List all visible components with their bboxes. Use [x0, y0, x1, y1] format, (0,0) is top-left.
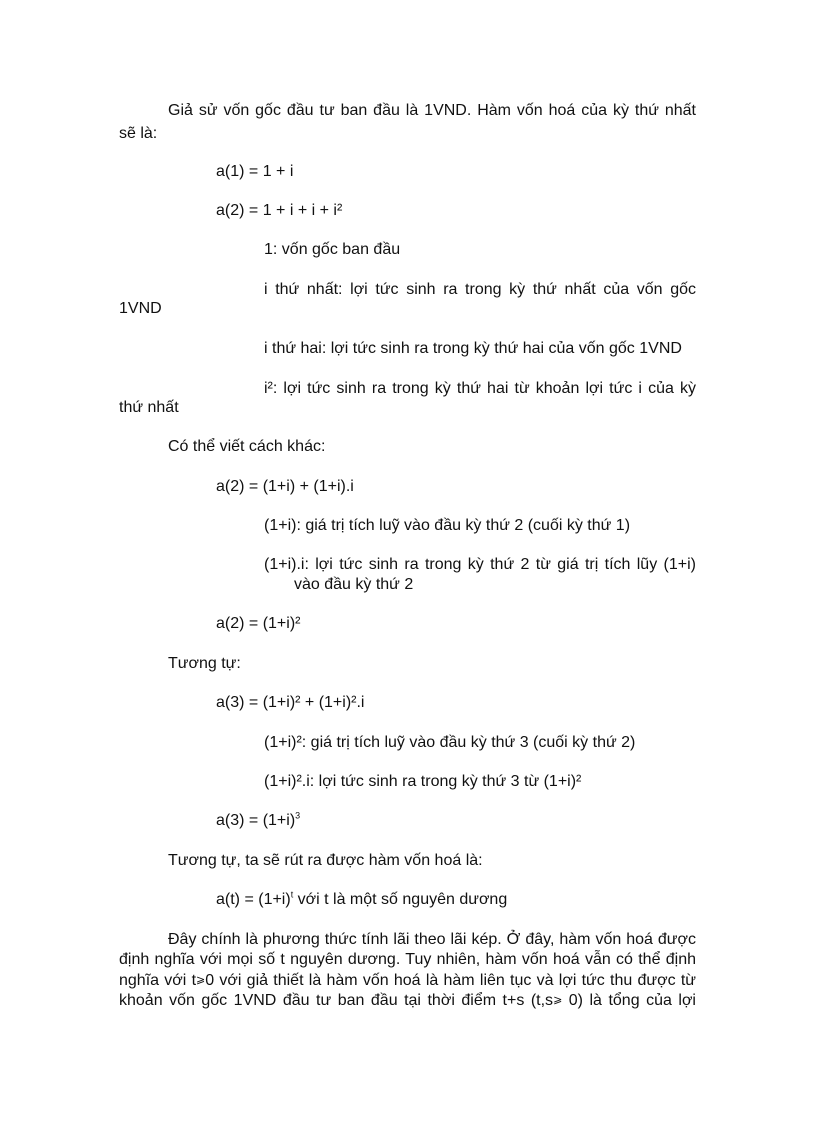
note-interest-period-2-line-1: (1+i).i: lợi tức sinh ra trong kỳ thứ 2 từ giá trị tích lũy (1+i) — [264, 556, 696, 573]
note-interest-period-2-line-2: vào đầu kỳ thứ 2 — [294, 576, 414, 593]
final-paragraph-line-2: định nghĩa với mọi số t nguyên dương. Tuy nhiên, hàm vốn hoá vẫn có thể định — [119, 951, 696, 968]
note-accumulated-value: (1+i): giá trị tích luỹ vào đầu kỳ thứ 2 (cuối kỳ thứ 1) — [264, 517, 631, 534]
equation-a2-result: a(2) = (1+i)² — [216, 615, 301, 632]
final-paragraph-line-1: Đây chính là phương thức tính lãi theo lãi kép. Ở đây, hàm vốn hoá được — [168, 931, 696, 948]
note-first-interest-line-2: 1VND — [119, 300, 162, 317]
note-second-interest: i thứ hai: lợi tức sinh ra trong kỳ thứ hai của vốn gốc 1VND — [264, 340, 682, 357]
greater-equal-symbol-2: ⩾ — [553, 994, 563, 1006]
equation-a2-expanded: a(2) = 1 + i + i + i² — [216, 202, 343, 219]
final-line-3-start: nghĩa với t — [119, 972, 197, 989]
equation-a3-expanded: a(3) = (1+i)² + (1+i)².i — [216, 694, 365, 711]
intro-line-1: Giả sử vốn gốc đầu tư ban đầu là 1VND. Hàm vốn hoá của kỳ thứ nhất — [168, 102, 696, 119]
equation-a3-exponent: 3 — [295, 810, 301, 821]
similarly-heading-1: Tương tự: — [168, 655, 241, 672]
intro-line-2: sẽ là: — [119, 125, 158, 142]
equation-a3-result — [216, 811, 300, 831]
equation-a1: a(1) = 1 + i — [216, 163, 294, 180]
alternative-heading: Có thể viết cách khác: — [168, 438, 326, 455]
equation-a2-alternative: a(2) = (1+i) + (1+i).i — [216, 478, 354, 495]
note-interest-on-interest-line-1: i²: lợi tức sinh ra trong kỳ thứ hai từ khoản lợi tức i của kỳ — [264, 380, 696, 397]
final-paragraph-line-4 — [119, 990, 696, 1011]
final-line-3-end: 0 với giả thiết là hàm vốn hoá là hàm liên tục và lợi tức thu được từ — [205, 972, 697, 989]
note-interest-period-3: (1+i)².i: lợi tức sinh ra trong kỳ thứ 3 từ (1+i)² — [264, 773, 582, 790]
greater-equal-symbol: ⩾ — [196, 974, 206, 986]
equation-a3-base: a(3) = (1+i) — [216, 812, 296, 829]
final-line-4-end: 0) là tổng của lợi — [562, 992, 696, 1009]
note-accumulated-value-3: (1+i)²: giá trị tích luỹ vào đầu kỳ thứ 3 (cuối kỳ thứ 2) — [264, 734, 636, 751]
equation-at-base: a(t) = (1+i) — [216, 891, 291, 908]
final-paragraph-line-3 — [119, 970, 696, 991]
equation-at-description: với t là một số nguyên dương — [293, 891, 508, 908]
note-principal: 1: vốn gốc ban đầu — [264, 241, 401, 258]
note-first-interest-line-1: i thứ nhất: lợi tức sinh ra trong kỳ thứ nhất của vốn gốc — [264, 281, 696, 298]
equation-at — [216, 890, 507, 910]
note-interest-on-interest-line-2: thứ nhất — [119, 399, 179, 416]
similarly-heading-2: Tương tự, ta sẽ rút ra được hàm vốn hoá là: — [168, 852, 483, 869]
final-line-4-start: khoản vốn gốc 1VND đầu tư ban đầu tại thời điểm t+s (t,s — [119, 992, 554, 1009]
equation-at-exponent: t — [290, 889, 294, 900]
